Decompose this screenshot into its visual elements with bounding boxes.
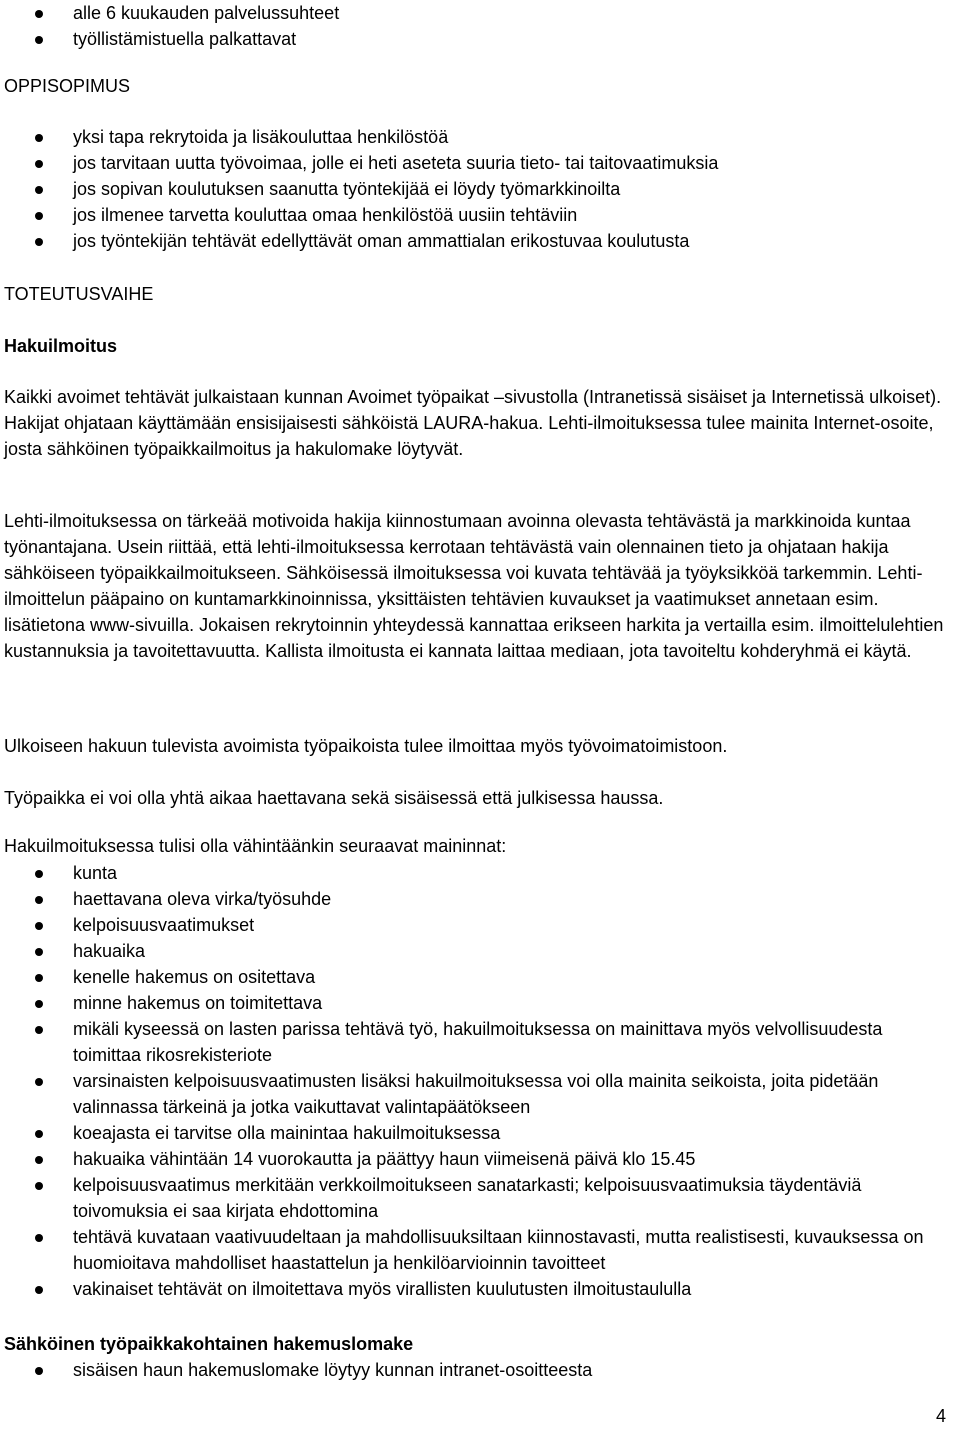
list-item: mikäli kyseessä on lasten parissa tehtävä työ, hakuilmoituksessa on mainittava myös velvollisuudesta toimittaa rikosrekisteriote [4,1016,952,1068]
list-item: työllistämistuella palkattavat [4,26,952,52]
oppisopimus-bullet-list [4,124,952,254]
list-item: vakinaiset tehtävät on ilmoitettava myös virallisten kuulutusten ilmoitustaululla [4,1276,952,1302]
list-item: yksi tapa rekrytoida ja lisäkouluttaa henkilöstöä [4,124,952,150]
lehti-ilmoitus-paragraph: Lehti-ilmoituksessa on tärkeää motivoida hakija kiinnostumaan avoinna olevasta tehtävästä ja markkinoida kuntaa työnantajana. Usein riittää, että lehti-ilmoituksessa kerrotaan tehtävästä vain olennainen tieto ja ohjataan hakija sähköiseen työpaikkailmoitukseen. Sähköisessä ilmoituksessa voi kuvata tehtävää ja työyksikköä tarkemmin. Lehti-ilmoittelun pääpaino on kuntamarkkinoinnissa, yksittäisten tehtävien kuvaukset ja vaatimukset annetaan esim. lisätietona www-sivuilla. Jokaisen rekrytoinnin yhteydessä kannattaa erikseen harkita ja vertailla esim. ilmoittelulehtien kustannuksia ja tavoitettavuutta. Kallista ilmoitusta ei kannata laittaa mediaan, jota tavoiteltu kohderyhmä ei käytä. [4,511,944,661]
list-item: sisäisen haun hakemuslomake löytyy kunnan intranet-osoitteesta [4,1357,952,1383]
hakuilmoitus-heading: Hakuilmoitus [4,336,118,356]
hakuilmoitus-paragraph: Kaikki avoimet tehtävät julkaistaan kunnan Avoimet työpaikat –sivustolla (Intranetissä sisäiset ja Internetissä ulkoiset). Hakijat ohjataan käyttämään ensisijaisesti sähköistä LAURA-hakua. Lehti-ilmoituksessa tulee mainita Internet-osoite, josta sähköinen työpaikkailmoitus ja hakulomake löytyvät. [4,387,942,459]
list-item: koeajasta ei tarvitse olla mainintaa hakuilmoituksessa [4,1120,952,1146]
list-item: hakuaika [4,938,952,964]
list-item: jos sopivan koulutuksen saanutta työntekijää ei löydy työmarkkinoilta [4,176,952,202]
list-item: hakuaika vähintään 14 vuorokautta ja päättyy haun viimeisenä päivä klo 15.45 [4,1146,952,1172]
ulkoinen-haku-paragraph: Ulkoiseen hakuun tulevista avoimista työpaikoista tulee ilmoittaa myös työvoimatoimistoon. [4,736,728,756]
list-item: minne hakemus on toimitettava [4,990,952,1016]
list-item: kenelle hakemus on ositettava [4,964,952,990]
intro-bullet-list [4,0,952,52]
list-item: haettavana oleva virka/työsuhde [4,886,952,912]
list-item: kelpoisuusvaatimus merkitään verkkoilmoitukseen sanatarkasti; kelpoisuusvaatimuksia täydentäviä toivomuksia ei saa kirjata ehdottomina [4,1172,952,1224]
list-item: jos tarvitaan uutta työvoimaa, jolle ei heti aseteta suuria tieto- tai taitovaatimuksia [4,150,952,176]
list-item: varsinaisten kelpoisuusvaatimusten lisäksi hakuilmoituksessa voi olla mainita seikoista, joita pidetään valinnassa tärkeinä ja jotka vaikuttavat valintapäätökseen [4,1068,952,1120]
list-item: alle 6 kuukauden palvelussuhteet [4,0,952,26]
page-number: 4 [936,1406,947,1426]
list-item: jos työntekijän tehtävät edellyttävät oman ammattialan erikostuvaa koulutusta [4,228,952,254]
list-item: tehtävä kuvataan vaativuudeltaan ja mahdollisuuksiltaan kiinnostavasti, mutta realistisesti, kuvauksessa on huomioitava mahdolliset haastattelun ja henkilöarvioinnin tavoitteet [4,1224,952,1276]
toteutusvaihe-heading: TOTEUTUSVAIHE [4,284,154,304]
oppisopimus-heading: OPPISOPIMUS [4,76,131,96]
maininnat-bullet-list [4,860,952,1302]
maininnat-intro: Hakuilmoituksessa tulisi olla vähintäänkin seuraavat maininnat: [4,836,507,856]
list-item: jos ilmenee tarvetta kouluttaa omaa henkilöstöä uusiin tehtäviin [4,202,952,228]
sisainen-julkinen-paragraph: Työpaikka ei voi olla yhtä aikaa haettavana sekä sisäisessä että julkisessa haussa. [4,788,664,808]
sahkoinen-bullet-list [4,1357,952,1383]
sahkoinen-hakemuslomake-heading: Sähköinen työpaikkakohtainen hakemuslomake [4,1334,414,1354]
list-item: kunta [4,860,952,886]
list-item: kelpoisuusvaatimukset [4,912,952,938]
